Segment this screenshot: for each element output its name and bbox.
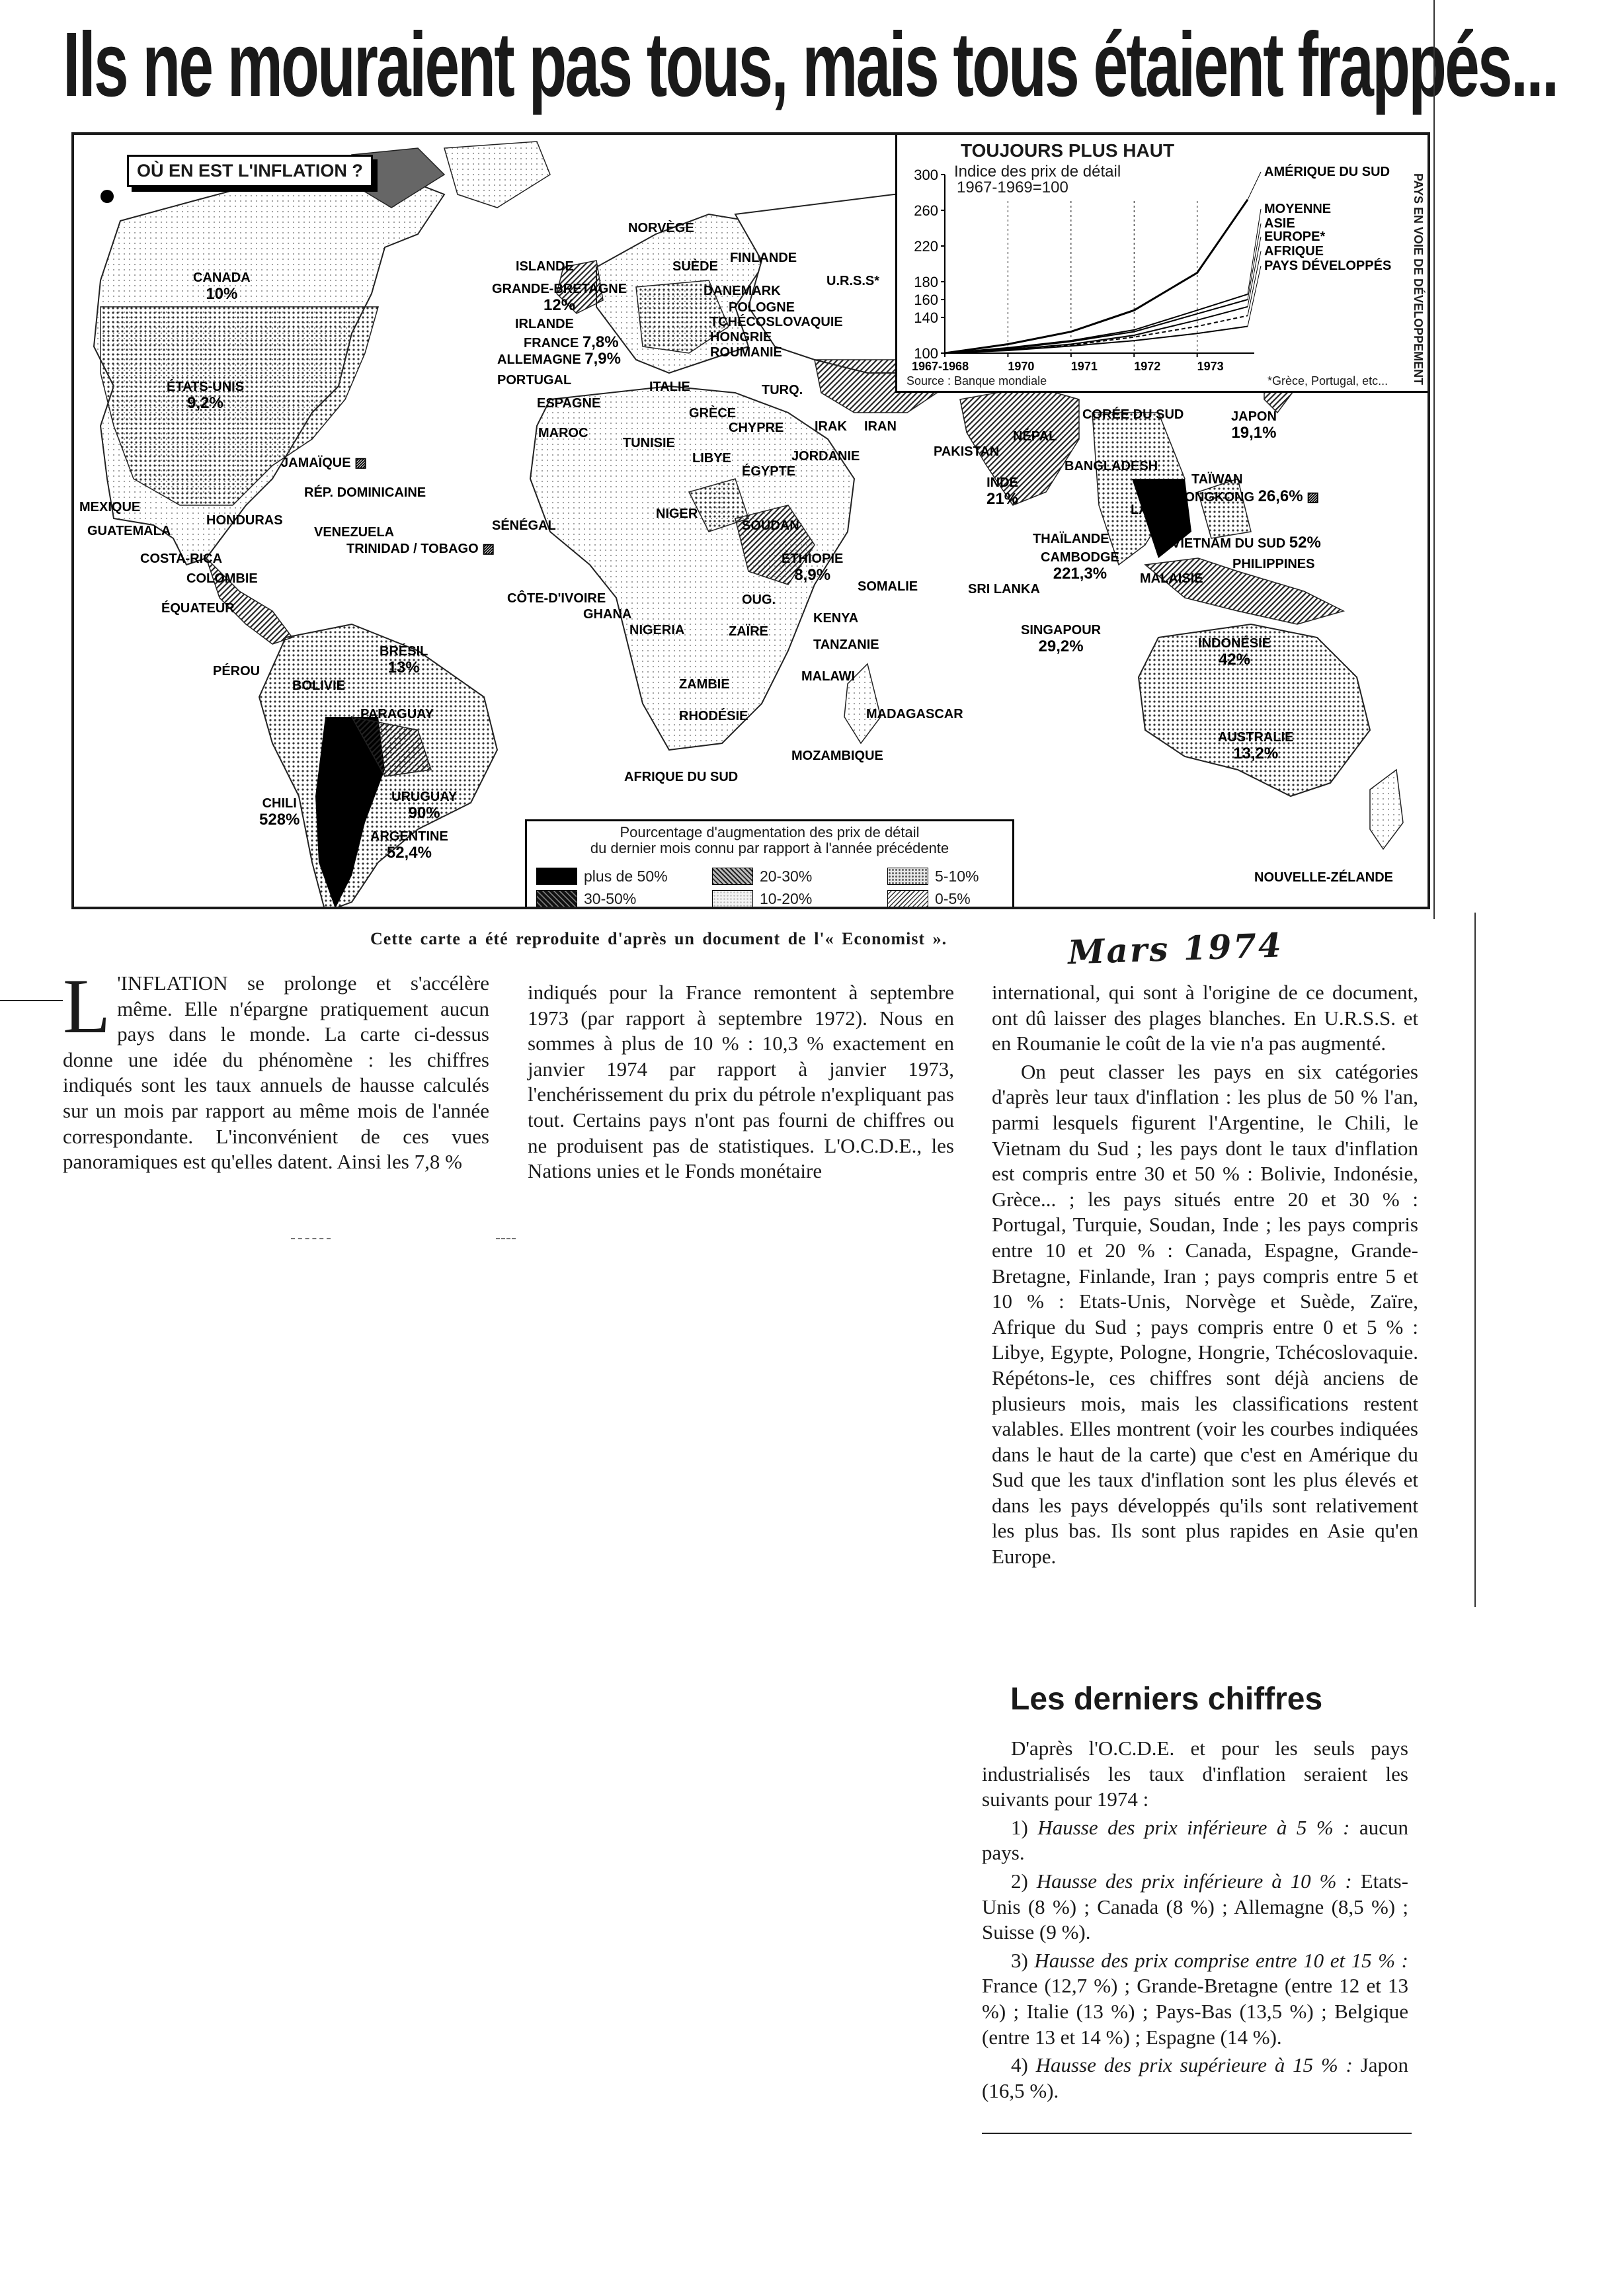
- chart-y-tick-label: 140: [914, 309, 938, 326]
- map-label-malawi: MALAWI: [801, 669, 856, 684]
- map-label-sri-lanka: SRI LANKA: [968, 582, 1040, 596]
- sidebar-item: 1) Hausse des prix inférieure à 5 % : aucun pays.: [982, 1815, 1408, 1865]
- map-label-turquie: TURQ.: [762, 383, 803, 397]
- map-label-iran: IRAN: [864, 419, 897, 434]
- map-label-rep-dominicaine: RÉP. DOMINICAINE: [304, 485, 426, 500]
- chart-y-tick-label: 100: [914, 345, 938, 362]
- legend-swatch: [887, 890, 928, 907]
- legend-swatch: [536, 868, 577, 885]
- map-label-jordanie: JORDANIE: [791, 449, 860, 464]
- map-label-cote-divoire: CÔTE-D'IVOIRE: [507, 591, 606, 606]
- map-label-jamaique: JAMAÏQUE ▨: [281, 456, 368, 470]
- map-label-espagne: ESPAGNE: [537, 396, 601, 411]
- sidebar-title: Les derniers chiffres: [1010, 1682, 1323, 1717]
- map-label-argentine: ARGENTINE 52,4%: [370, 829, 448, 862]
- map-label-japon: JAPON 19,1%: [1231, 409, 1277, 442]
- map-label-mozambique: MOZAMBIQUE: [791, 749, 883, 763]
- inset-price-chart: [895, 135, 1427, 393]
- map-label-ethiopie: ÉTHIOPIE 8,9%: [782, 552, 844, 584]
- world-map: [71, 132, 1430, 909]
- map-label-tchecoslovaquie: TCHÉCOSLOVAQUIE: [710, 315, 843, 329]
- article-column-1: [63, 963, 489, 1178]
- legend-label: plus de 50%: [584, 868, 668, 885]
- page-edge-line: [1433, 0, 1435, 919]
- map-label-coree: CORÉE DU SUD: [1082, 407, 1184, 422]
- map-label-nouvelle-zelande: NOUVELLE-ZÉLANDE: [1254, 870, 1393, 885]
- map-label-perou: PÉROU: [213, 664, 261, 678]
- map-label-kenya: KENYA: [813, 611, 859, 626]
- chart-y-tick-label: 160: [914, 292, 938, 308]
- handwritten-date: Mars 1974: [1067, 925, 1284, 972]
- map-label-etats-unis: ÉTATS-UNIS 9,2%: [167, 380, 245, 412]
- map-label-finlande: FINLANDE: [730, 251, 797, 265]
- legend-label: 20-30%: [760, 868, 813, 885]
- article-column-2: [528, 980, 954, 1187]
- chart-series-label: AMÉRIQUE DU SUD: [1264, 165, 1390, 179]
- map-title: OÙ EN EST L'INFLATION ?: [127, 155, 373, 187]
- chart-y-tick-label: 180: [914, 274, 938, 290]
- chart-series-label: ASIE: [1264, 216, 1295, 231]
- legend-label: 5-10%: [935, 868, 979, 885]
- chart-x-tick-label: 1967-1968: [912, 360, 969, 373]
- page-edge-line: [1474, 913, 1476, 1607]
- sidebar-item: 4) Hausse des prix supérieure à 15 % : Japon (16,5 %).: [982, 2053, 1409, 2102]
- sidebar-bottom-rule: [982, 2133, 1412, 2134]
- map-caption: Cette carte a été reproduite d'après un document de l'« Economist ».: [370, 929, 947, 948]
- map-label-costa-rica: COSTA-RICA: [140, 552, 223, 566]
- chart-series-line: [945, 300, 1248, 353]
- map-label-rhodesie: RHODÉSIE: [679, 709, 748, 723]
- map-label-danemark: DANEMARK: [704, 284, 781, 298]
- map-label-france: FRANCE 7,8%: [524, 333, 619, 351]
- map-label-trinidad: TRINIDAD / TOBAGO ▨: [346, 542, 495, 556]
- map-label-portugal: PORTUGAL: [497, 373, 572, 388]
- map-label-chypre: CHYPRE: [729, 421, 784, 435]
- chart-source: Source : Banque mondiale: [906, 374, 1047, 388]
- map-label-pologne: POLOGNE: [729, 300, 795, 315]
- map-label-maroc: MAROC: [538, 426, 588, 440]
- chart-plot: [897, 135, 1429, 393]
- map-label-madagascar: MADAGASCAR: [866, 707, 963, 721]
- map-label-cambodge: CAMBODGE 221,3%: [1041, 550, 1119, 583]
- column-end-mark: [291, 1238, 331, 1239]
- map-label-guatemala: GUATEMALA: [87, 524, 171, 538]
- article-text: international, qui sont à l'origine de ce document, ont dû laisser des plages blanches. En U.R.S.S. et en Roumanie le coût de la vie n'a pas augmenté.: [992, 981, 1418, 1055]
- chart-x-tick-label: 1972: [1134, 360, 1161, 373]
- legend-label: 10-20%: [760, 890, 813, 907]
- map-label-bresil: BRÉSIL 13%: [380, 644, 428, 676]
- map-label-urss: U.R.S.S*: [826, 274, 880, 288]
- drop-cap: L: [63, 963, 111, 1049]
- map-label-allemagne: ALLEMAGNE 7,9%: [497, 350, 621, 368]
- map-label-afrique-du-sud: AFRIQUE DU SUD: [624, 770, 739, 784]
- sidebar-box: [982, 1736, 1408, 2106]
- map-label-egypte: ÉGYPTE: [742, 464, 796, 479]
- map-label-vietnam: VIETNAM DU SUD 52%: [1172, 534, 1321, 552]
- legend-title: du dernier mois connu par rapport à l'année précédente: [590, 840, 949, 856]
- map-label-irlande: IRLANDE: [515, 317, 574, 331]
- map-label-paraguay: PARAGUAY: [360, 707, 434, 721]
- map-label-canada: CANADA 10%: [193, 270, 251, 303]
- map-label-inde: INDE 21%: [986, 475, 1019, 508]
- map-label-indonesie: INDONÉSIE 42%: [1198, 636, 1271, 669]
- map-label-pakistan: PAKISTAN: [934, 444, 1000, 459]
- map-label-malaisie: MALAISIE: [1140, 571, 1203, 586]
- map-label-bolivie: BOLIVIE: [292, 678, 346, 693]
- map-label-libye: LIBYE: [692, 451, 731, 466]
- map-label-tunisie: TUNISIE: [623, 436, 675, 450]
- chart-x-tick-label: 1971: [1070, 360, 1098, 373]
- chart-series-label: AFRIQUE: [1264, 244, 1324, 259]
- map-label-grande-bretagne: GRANDE-BRETAGNE 12%: [492, 282, 627, 314]
- legend-label: 30-50%: [584, 890, 637, 907]
- sidebar-item: 2) Hausse des prix inférieure à 10 % : Etats-Unis (8 %) ; Canada (8 %) ; Allemagne (8,5 %) ; Suisse (9 %).: [982, 1869, 1408, 1944]
- map-label-islande: ISLANDE: [516, 259, 574, 274]
- map-label-roumanie: ROUMANIE: [710, 345, 782, 360]
- map-label-hongrie: HONGRIE: [710, 330, 772, 345]
- legend-swatch: [887, 868, 928, 885]
- map-label-hongkong: HONGKONG 26,6% ▨: [1175, 487, 1320, 505]
- map-label-colombie: COLOMBIE: [186, 571, 258, 586]
- map-label-zaire: ZAÏRE: [729, 624, 768, 639]
- legend-label: 0-5%: [935, 890, 971, 907]
- map-label-senegal: SÉNÉGAL: [492, 518, 556, 533]
- chart-series-leader: [1248, 172, 1261, 200]
- map-label-philippines: PHILIPPINES: [1232, 557, 1315, 571]
- chart-x-tick-label: 1970: [1008, 360, 1035, 373]
- legend-swatch: [536, 890, 577, 907]
- map-label-australie: AUSTRALIE 13,2%: [1218, 730, 1294, 762]
- chart-series-line: [945, 200, 1248, 353]
- map-legend: [525, 819, 1014, 909]
- chart-series-label: PAYS DÉVELOPPÉS: [1264, 259, 1392, 273]
- map-label-mexique: MEXIQUE: [79, 500, 141, 514]
- title-bullet-icon: [100, 190, 114, 203]
- map-label-uruguay: URUGUAY 90%: [391, 790, 458, 822]
- map-label-niger: NIGER: [656, 507, 698, 521]
- map-label-grece: GRÈCE: [689, 406, 737, 421]
- chart-series-leader: [1248, 209, 1261, 294]
- map-label-venezuela: VENEZUELA: [314, 525, 395, 540]
- map-label-laos: LAOS: [1131, 503, 1168, 517]
- map-label-irak: IRAK: [815, 419, 847, 434]
- map-label-thailande: THAÏLANDE: [1033, 532, 1109, 546]
- map-label-nigeria: NIGERIA: [629, 623, 685, 637]
- map-label-ouganda: OUG.: [742, 593, 776, 607]
- chart-y-tick-label: 300: [914, 167, 938, 183]
- map-label-zambie: ZAMBIE: [679, 677, 730, 692]
- chart-y-tick-label: 220: [914, 238, 938, 255]
- map-label-ghana: GHANA: [583, 607, 632, 622]
- chart-y-tick-label: 260: [914, 202, 938, 219]
- chart-series-label: MOYENNE: [1264, 202, 1332, 216]
- legend-swatch: [712, 868, 753, 885]
- map-label-equateur: ÉQUATEUR: [161, 601, 235, 616]
- chart-subtitle: 1967-1969=100: [957, 179, 1068, 196]
- margin-mark: [0, 1000, 63, 1001]
- map-label-taiwan: TAÏWAN: [1191, 472, 1243, 487]
- map-label-norvege: NORVÈGE: [628, 221, 694, 235]
- chart-title: TOUJOURS PLUS HAUT: [961, 140, 1175, 161]
- map-label-honduras: HONDURAS: [206, 513, 283, 528]
- map-label-somalie: SOMALIE: [858, 579, 918, 594]
- sidebar-item: 3) Hausse des prix comprise entre 10 et 15 % : France (12,7 %) ; Grande-Bretagne (entre 12 et 13 %) ; Italie (13 %) ; Pays-Bas (13,5 %) ; Belgique (entre 13 et 14 %) ; Espagne (14 %).: [982, 1948, 1408, 2049]
- article-column-3: [992, 980, 1418, 1573]
- map-label-tanzanie: TANZANIE: [813, 637, 879, 652]
- chart-side-label: PAYS EN VOIE DE DÉVELOPPEMENT: [1412, 173, 1425, 386]
- legend-title: Pourcentage d'augmentation des prix de détail: [620, 824, 920, 840]
- map-label-suede: SUÈDE: [672, 259, 718, 274]
- chart-x-tick-label: 1973: [1197, 360, 1224, 373]
- column-end-mark: [496, 1238, 516, 1239]
- article-text: indiqués pour la France remontent à septembre 1973 (par rapport à septembre 1972). Nous en sommes à plus de 10 % : 10,3 % exactement en janvier 1974 par rapport à janvier 1973, l'enchérissement du prix du pétrole n'expliquant pas tout. Certains pays n'ont pas fourni de chiffres ou ne produisent pas de statistiques. L'O.C.D.E., les Nations unies et le Fonds monétaire: [528, 981, 954, 1183]
- article-text: On peut classer les pays en six catégories d'après leur taux d'inflation : les plus de 50 % l'an, parmi lesquels figurent l'Argentine, le Chili, le Vietnam du Sud ; les pays dont le taux d'inflation est compris entre 30 et 50 % : Bolivie, Indonésie, Grèce... ; les pays situés entre 20 et 30 % : Portugal, Turquie, Soudan, Inde ; les pays compris entre 10 et 20 % : Canada, Espagne, Grande-Bretagne, Finlande, Iran ; pays compris entre 5 et 10 % : Etats-Unis, Norvège et Suède, Zaïre, Afrique du Sud ; pays compris entre 0 et 5 % : Libye, Egypte, Pologne, Hongrie, Tchécoslovaquie. Répétons-le, ces chiffres sont déjà anciens de plusieurs mois, mais les classifications restent valables. Elles montrent (voir les courbes indiquées dans le haut de la carte) que c'est en Amérique du Sud que les taux d'inflation sont les plus élevés et dans les pays développés qu'ils sont relativement les plus bas. Ils sont plus rapides en Asie qu'en Europe.: [992, 1059, 1418, 1569]
- map-label-singapour: SINGAPOUR 29,2%: [1021, 623, 1102, 655]
- sidebar-intro: D'après l'O.C.D.E. et pour les seuls pays industrialisés les taux d'inflation seraient les suivants pour 1974 :: [982, 1737, 1408, 1811]
- map-label-bangladesh: BANGLADESH: [1065, 459, 1158, 473]
- chart-subtitle: Indice des prix de détail: [954, 163, 1121, 181]
- map-label-soudan: SOUDAN: [742, 518, 799, 533]
- chart-footnote: *Grèce, Portugal, etc...: [1267, 374, 1388, 388]
- map-label-chili: CHILI 528%: [259, 796, 300, 829]
- article-text: 'INFLATION se prolonge et s'accélère même. Elle n'épargne pratiquement aucun pays dans le monde. La carte ci-dessus donne une idée du phénomène : les chiffres indiqués sont les taux annuels de hausse calculés sur un mois par rapport au même mois de l'année correspondante. L'inconvénient de ces vues panoramiques est qu'elles datent. Ainsi les 7,8 %: [63, 971, 489, 1174]
- legend-swatch: [712, 890, 753, 907]
- map-label-nepal: NÉPAL: [1013, 429, 1057, 444]
- map-label-italie: ITALIE: [649, 380, 690, 394]
- headline: Ils ne mouraient pas tous, mais tous étaient frappés...: [63, 14, 1558, 116]
- chart-series-label: EUROPE*: [1264, 229, 1326, 244]
